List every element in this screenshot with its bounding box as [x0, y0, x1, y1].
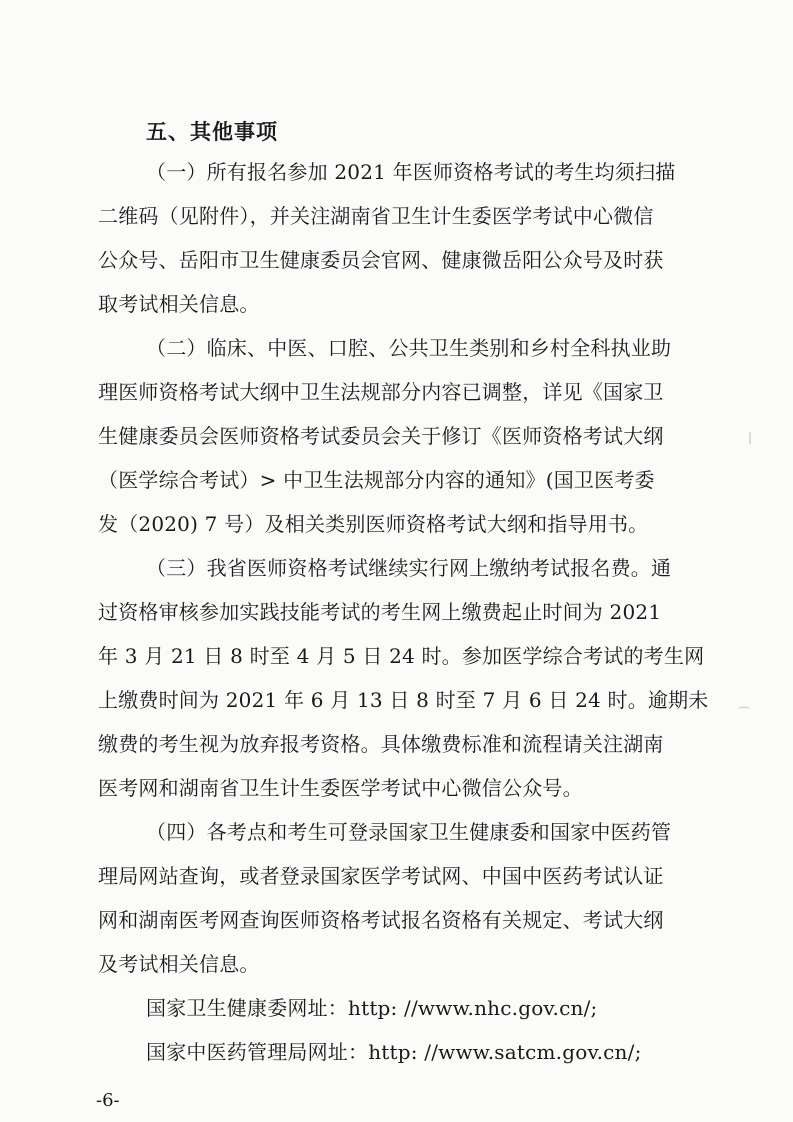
paragraph-4-line-2: 理局网站查询，或者登录国家医学考试网、中国中医药考试认证 [98, 864, 664, 888]
paragraph-3-line-4: 上缴费时间为 2021 年 6 月 13 日 8 时至 7 月 6 日 24 时。逾期未 [98, 688, 709, 712]
section-heading: 五、其他事项 [146, 119, 278, 144]
paragraph-2-line-4: （医学综合考试）> 中卫生法规部分内容的通知》(国卫医考委 [98, 468, 655, 492]
paragraph-3-line-2: 过资格审核参加实践技能考试的考生网上缴费起止时间为 2021 [98, 600, 662, 624]
paragraph-1-line-1: （一）所有报名参加 2021 年医师资格考试的考生均须扫描 [146, 160, 676, 184]
paragraph-1-line-2: 二维码（见附件），并关注湖南省卫生计生委医学考试中心微信 [98, 204, 654, 228]
paragraph-3-line-6: 医考网和湖南省卫生计生委医学考试中心微信公众号。 [98, 776, 583, 800]
page-number: -6- [96, 1090, 120, 1111]
paragraph-1-line-3: 公众号、岳阳市卫生健康委员会官网、健康微岳阳公众号及时获 [98, 248, 664, 272]
paragraph-3-line-1: （三）我省医师资格考试继续实行网上缴纳考试报名费。通 [146, 556, 672, 580]
paragraph-2-line-1: （二）临床、中医、口腔、公共卫生类别和乡村全科执业助 [146, 336, 672, 360]
nhc-website-line: 国家卫生健康委网址：http: //www.nhc.gov.cn/; [146, 996, 598, 1020]
paragraph-3-line-5: 缴费的考生视为放弃报考资格。具体缴费标准和流程请关注湖南 [98, 732, 664, 756]
paragraph-1-line-4: 取考试相关信息。 [98, 292, 260, 316]
paragraph-3-line-3: 年 3 月 21 日 8 时至 4 月 5 日 24 时。参加医学综合考试的考生网 [98, 644, 705, 668]
paragraph-2-line-2: 理医师资格考试大纲中卫生法规部分内容已调整，详见《国家卫 [98, 380, 664, 404]
paragraph-2-line-3: 生健康委员会医师资格考试委员会关于修订《医师资格考试大纲 [98, 424, 664, 448]
paragraph-4-line-3: 网和湖南医考网查询医师资格考试报名资格有关规定、考试大纲 [98, 908, 664, 932]
scan-artifact-mark: ⌒ [738, 706, 751, 720]
satcm-website-line: 国家中医药管理局网址：http: //www.satcm.gov.cn/; [146, 1040, 642, 1064]
scan-artifact-mark: | [748, 430, 753, 444]
paragraph-4-line-4: 及考试相关信息。 [98, 952, 260, 976]
paragraph-4-line-1: （四）各考点和考生可登录国家卫生健康委和国家中医药管 [146, 820, 672, 844]
paragraph-2-line-5: 发（2020) 7 号）及相关类别医师资格考试大纲和指导用书。 [98, 512, 649, 536]
